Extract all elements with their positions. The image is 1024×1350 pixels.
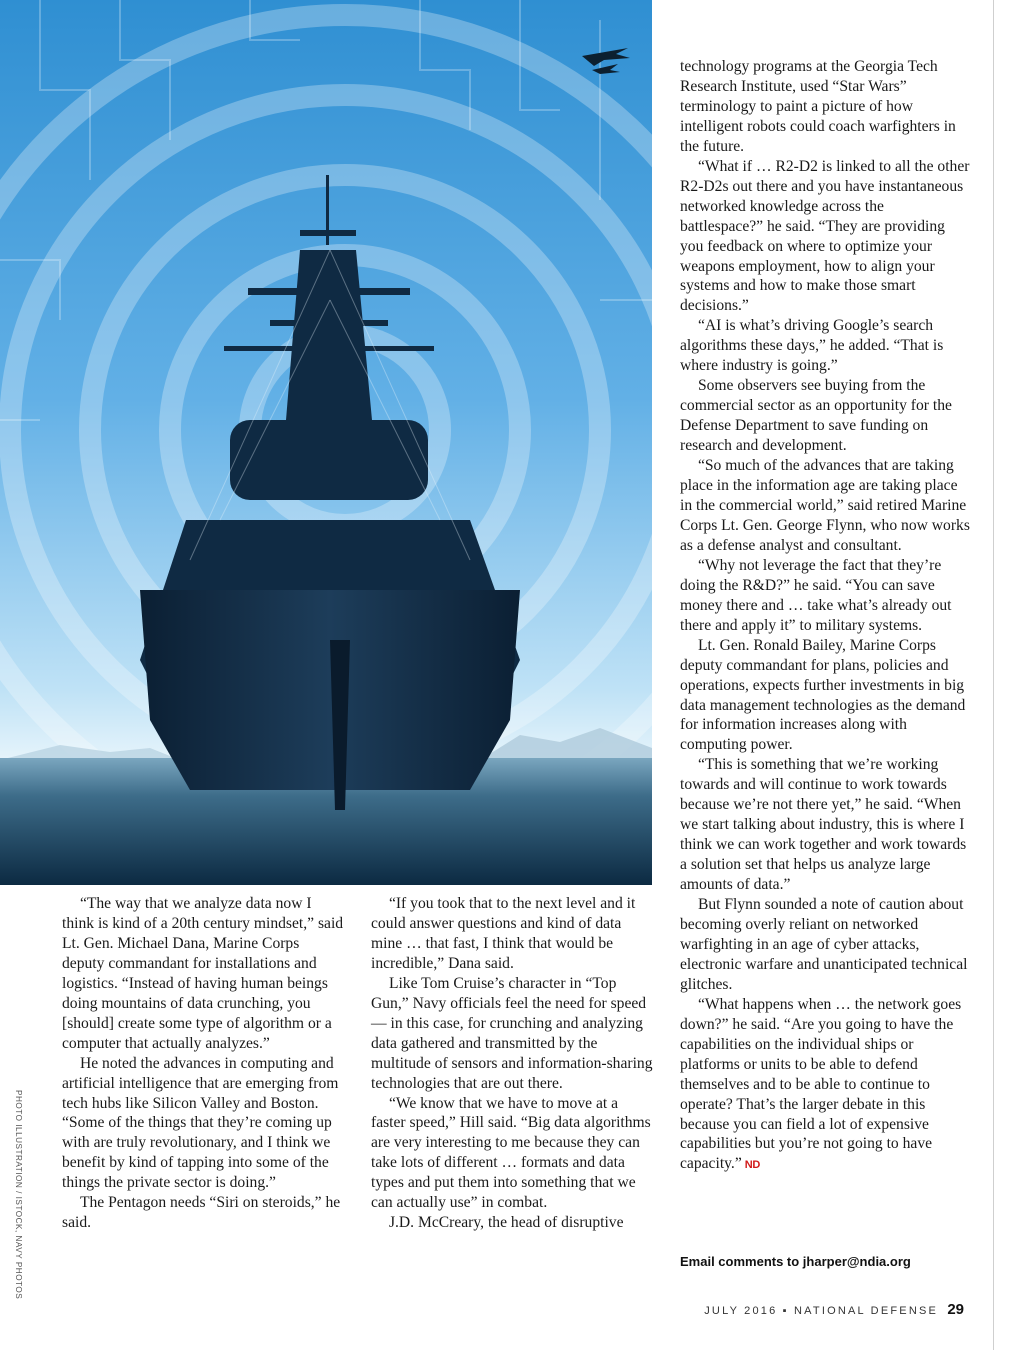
paragraph: “The way that we analyze data now I think is kind of a 20th century mindset,” said Lt. Gen. Michael Dana, Marine Corps deputy commandant for installations and logistics. “Instead of having human beings doing mountains of data crunching, you [should] create some type of algorithm or a computer that actually analyzes.” [62, 895, 344, 1052]
paragraph-text: “What happens when … the network goes down?” he said. “Are you going to have the capabilities on the individual ships or platforms or units to be able to defend themselves and to be able to continue to operate? That’s the larger debate in this because you can field a lot of expensive capabilities but you’re not going to have capacity.” [680, 995, 962, 1173]
paragraph: The Pentagon needs “Siri on steroids,” he said. [62, 1194, 341, 1232]
paragraph: “We know that we have to move at a faster speed,” Hill said. “Big data algorithms are very interesting to me because they can take lots of different … formats and data types and put them into something that we can actually use” in combat. [371, 1094, 651, 1212]
warship-illustration [0, 0, 652, 885]
paragraph: “If you took that to the next level and it could answer questions and kind of data mine … that fast, I think that would be incredible,” Dana said. [371, 895, 636, 972]
article-column-1 [62, 894, 344, 1233]
paragraph: J.D. McCreary, the head of disruptive [388, 1214, 624, 1232]
paragraph: But Flynn sounded a note of caution about becoming overly reliant on networked warfighting in an age of cyber attacks, electronic warfare and unanticipated technical glitches. [680, 896, 968, 993]
page-number: 29 [947, 1301, 964, 1318]
email-comments-line: Email comments to jharper@ndia.org [680, 1254, 911, 1269]
article-column-3 [680, 57, 970, 1176]
paragraph [680, 995, 970, 1177]
paragraph: He noted the advances in computing and artificial intelligence that are emerging from tech hubs like Silicon Valley and Boston. “Some of the things that they’re coming up with are truly revolutionary, and I think we benefit by kind of tapping into some of the things the private sector is doing.” [62, 1054, 339, 1192]
paragraph: Some observers see buying from the commercial sector as an opportunity for the Defense Department to save funding on research and development. [680, 377, 952, 455]
paragraph: “What if … R2-D2 is linked to all the other R2-D2s out there and you have instantaneous networked knowledge across the battlespace?” he said. “They are providing you feedback on where to optimize your weapons employment, how to align your systems and how to make those smart decisions.” [680, 157, 970, 315]
paragraph: “So much of the advances that are taking place in the information age are taking place in the commercial world,” said retired Marine Corps Lt. Gen. George Flynn, who now works as a defense analyst and consultant. [680, 457, 970, 554]
paragraph: “AI is what’s driving Google’s search algorithms these days,” he added. “That is where industry is going.” [680, 317, 944, 375]
page-edge-rule [993, 0, 994, 1350]
paragraph: technology programs at the Georgia Tech Research Institute, used “Star Wars” terminology to paint a picture of how intelligent robots could coach warfighters in the future. [680, 58, 956, 155]
issue-label: JULY 2016 ▪ NATIONAL DEFENSE [704, 1305, 939, 1317]
paragraph: “Why not leverage the fact that they’re doing the R&D?” he said. “You can save money there and … take what’s already out there and apply it” to military systems. [680, 556, 952, 634]
paragraph: Lt. Gen. Ronald Bailey, Marine Corps deputy commandant for plans, policies and operations, expects further investments in big data management technologies as the demand for information increases along with computing power. [680, 636, 966, 754]
photo-credit: PHOTO ILLUSTRATION / ISTOCK, NAVY PHOTOS [14, 1090, 23, 1300]
article-column-2 [371, 894, 653, 1233]
paragraph: “This is something that we’re working towards and will continue to work towards because we’re not there yet,” he said. “When we start talking about industry, this is where I think we can work together and work towards a solution set that helps us analyze large amounts of data.” [680, 756, 967, 894]
page-footer [704, 1301, 964, 1318]
paragraph: Like Tom Cruise’s character in “Top Gun,” Navy officials feel the need for speed — in this case, for crunching and analyzing data gathered and transmitted by the multitude of sensors and information-sharing technologies that are out there. [371, 974, 653, 1092]
end-mark: ND [744, 1159, 761, 1172]
